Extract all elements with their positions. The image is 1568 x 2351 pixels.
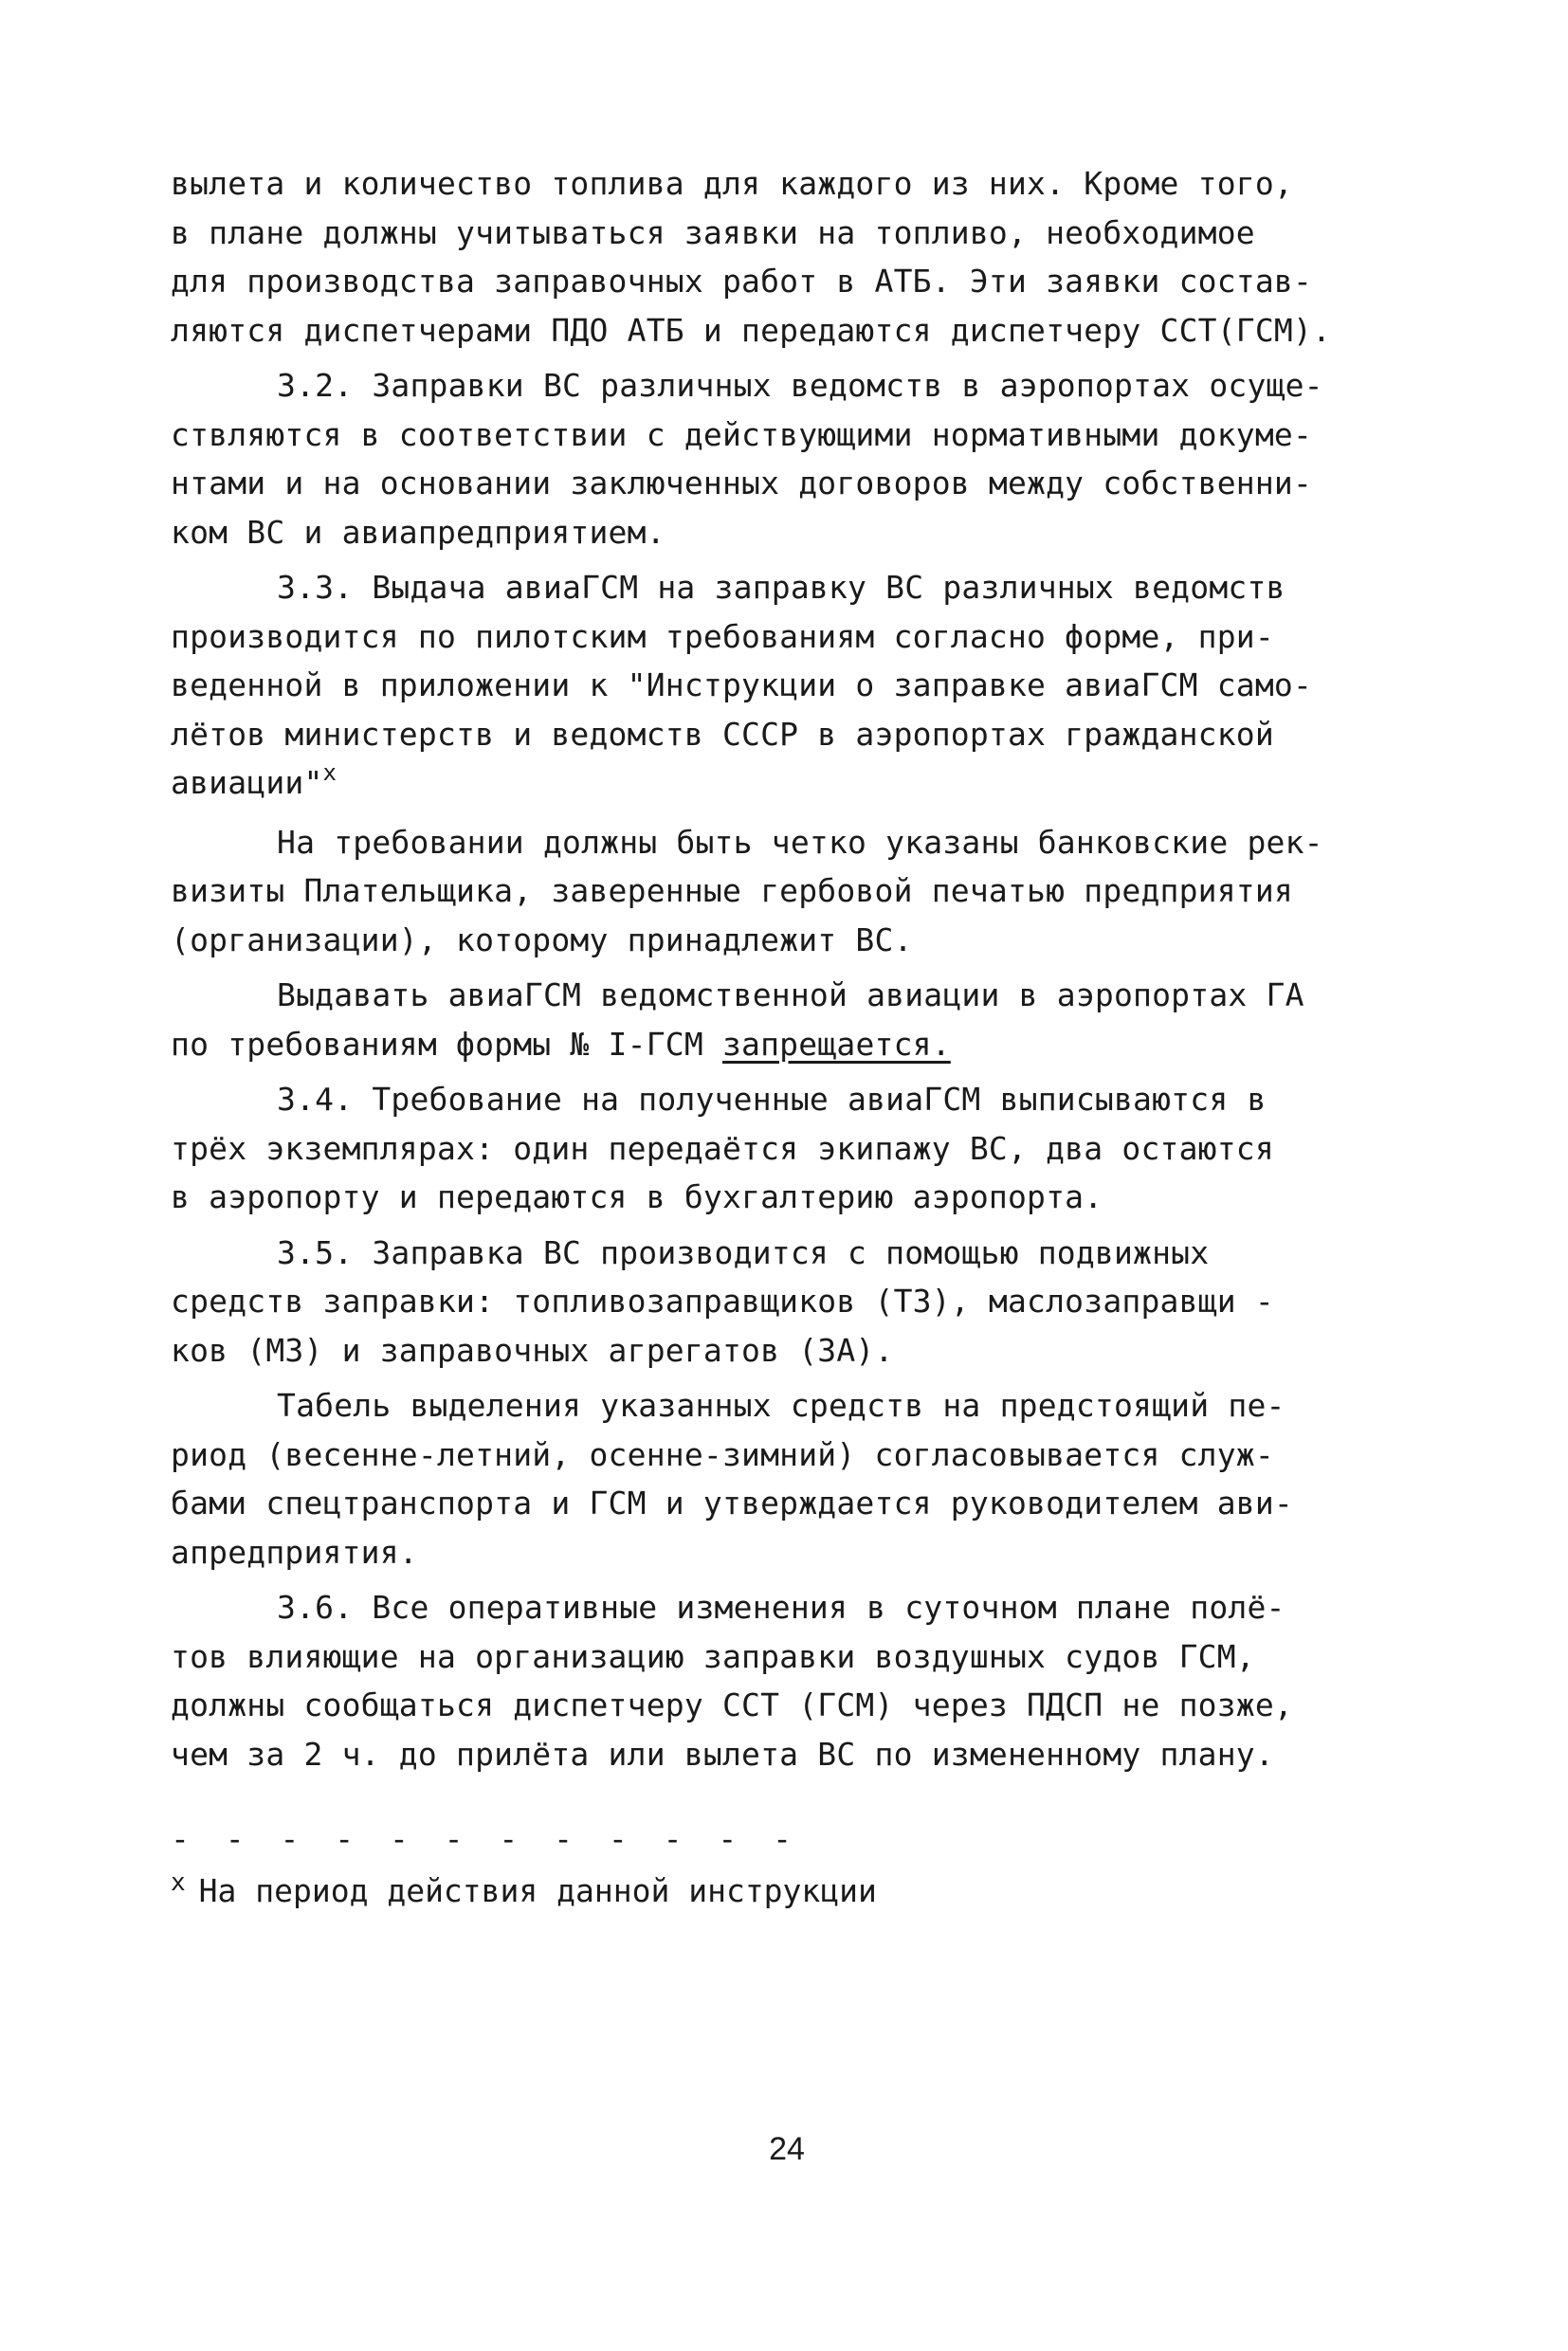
text-line: ляются диспетчерами ПДО АТБ и передаются диспетчеру ССТ(ГСМ). bbox=[171, 311, 1332, 349]
text-line: в аэропорту и передаются в бухгалтерию аэропорта. bbox=[171, 1178, 1103, 1215]
paragraph-requisites bbox=[171, 818, 1408, 965]
text-line: в плане должны учитываться заявки на топливо, необходимое bbox=[171, 213, 1255, 251]
paragraph-3-6 bbox=[171, 1583, 1408, 1778]
text-line: должны сообщаться диспетчеру ССТ (ГСМ) через ПДСП не позже, bbox=[171, 1686, 1293, 1723]
text-line: ствляются в соответствии с действующими нормативными докуме- bbox=[171, 415, 1313, 453]
paragraph-3-2 bbox=[171, 361, 1408, 556]
text-line: 3.4. Требование на полученные авиаГСМ выписываются в bbox=[277, 1081, 1267, 1118]
text-line: На требовании должны быть четко указаны банковские рек- bbox=[277, 823, 1323, 861]
paragraph-3-5 bbox=[171, 1229, 1408, 1376]
text-line: ков (МЗ) и заправочных агрегатов (ЗА). bbox=[171, 1331, 894, 1369]
text-line: тов влияющие на организацию заправки воздушных судов ГСМ, bbox=[171, 1637, 1255, 1675]
underlined-word: запрещается. bbox=[721, 1025, 951, 1063]
text-line: риод (весенне-летний, осенне-зимний) согласовывается служ- bbox=[171, 1435, 1274, 1473]
text-line: 3.3. Выдача авиаГСМ на заправку ВС различных ведомств bbox=[277, 569, 1285, 606]
text-line: 3.5. Заправка ВС производится с помощью подвижных bbox=[277, 1233, 1210, 1271]
footnote bbox=[171, 1868, 877, 1909]
text-line: апредприятия. bbox=[171, 1533, 418, 1571]
text-line: визиты Плательщика, заверенные гербовой печатью предприятия bbox=[171, 872, 1293, 909]
footnote-text: На период действия данной инструкции bbox=[198, 1872, 877, 1909]
paragraph-prohibition bbox=[171, 971, 1408, 1068]
text-line: лётов министерств и ведомств СССР в аэропортах гражданской bbox=[171, 715, 1274, 753]
text-line: по требованиям формы № I-ГСМ bbox=[171, 1025, 722, 1063]
paragraph-3-4 bbox=[171, 1075, 1408, 1222]
text-line: бами спецтранспорта и ГСМ и утверждается руководителем ави- bbox=[171, 1485, 1293, 1522]
page-number: 24 bbox=[769, 2131, 805, 2167]
text-line: трёх экземплярах: один передаётся экипажу ВС, два остаются bbox=[171, 1129, 1274, 1167]
paragraph-continuation bbox=[171, 159, 1408, 355]
text-line: чем за 2 ч. до прилёта или вылета ВС по измененному плану. bbox=[171, 1735, 1274, 1773]
footnote-separator: - - - - - - - - - - - - bbox=[171, 1820, 800, 1857]
footnote-mark: x bbox=[171, 1868, 186, 1897]
text-line: нтами и на основании заключенных договоров между собственни- bbox=[171, 465, 1313, 501]
paragraph-3-3 bbox=[171, 563, 1408, 811]
text-line: ком ВС и авиапредприятием. bbox=[171, 513, 665, 551]
footnote-reference-mark: x bbox=[322, 759, 337, 786]
paragraph-schedule bbox=[171, 1381, 1408, 1576]
text-line: Выдавать авиаГСМ ведомственной авиации в аэропортах ГА bbox=[277, 976, 1304, 1013]
body-text bbox=[171, 159, 1408, 1785]
text-line: веденной в приложении к "Инструкции о заправке авиаГСМ само- bbox=[171, 666, 1313, 703]
text-line: для производства заправочных работ в АТБ. Эти заявки состав- bbox=[171, 263, 1313, 300]
text-line: авиации" bbox=[171, 764, 323, 801]
text-line: (организации), которому принадлежит ВС. bbox=[171, 920, 913, 958]
text-line: вылета и количество топлива для каждого из них. Кроме того, bbox=[171, 165, 1293, 202]
text-line: 3.2. Заправки ВС различных ведомств в аэропортах осуще- bbox=[277, 367, 1323, 404]
text-line: 3.6. Все оперативные изменения в суточном плане полё- bbox=[277, 1589, 1285, 1626]
text-line: Табель выделения указанных средств на предстоящий пе- bbox=[277, 1387, 1285, 1424]
text-line: средств заправки: топливозаправщиков (ТЗ), маслозаправщи - bbox=[171, 1283, 1274, 1320]
text-line: производится по пилотским требованиям согласно форме, при- bbox=[171, 617, 1274, 655]
